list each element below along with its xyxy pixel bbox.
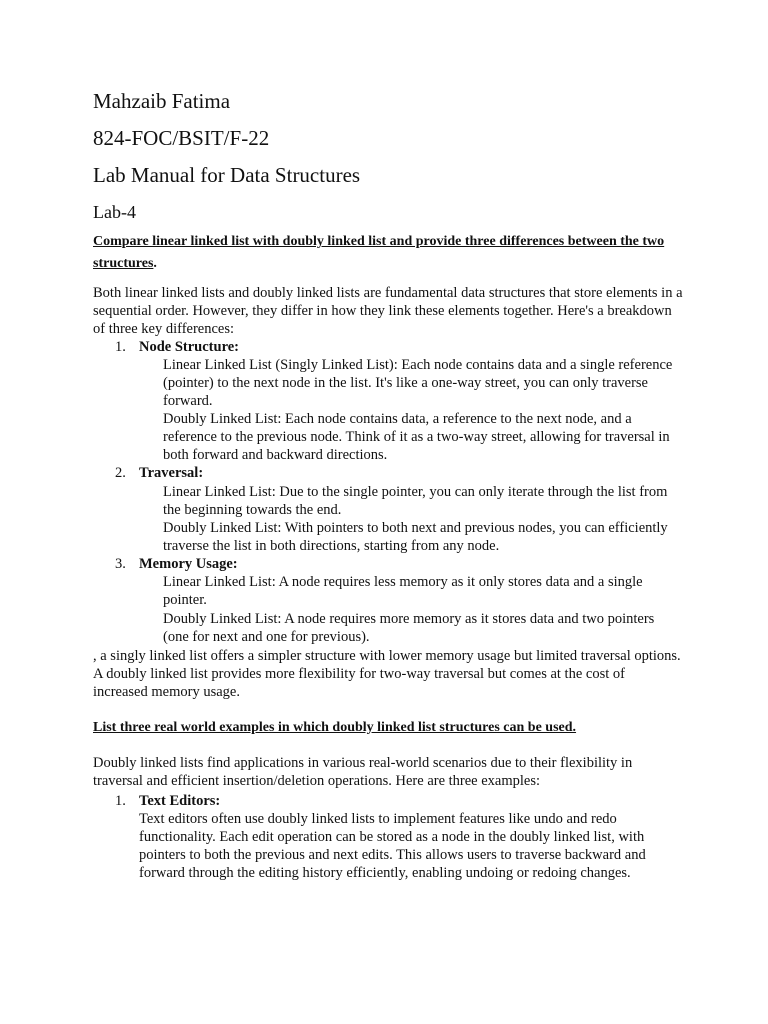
node-structure-doubly-text: Doubly Linked List: Each node contains data, a reference to the next node, and a reference to the previous node. Think of it as a two-way street, allowing for traversal in both forward and backward directions. bbox=[163, 411, 670, 463]
list-item-label: Memory Usage: bbox=[139, 556, 238, 572]
list-item-label: Node Structure: bbox=[139, 339, 240, 355]
memory-linear-text: Linear Linked List: A node requires less memory as it only stores data and a single pointer. bbox=[163, 574, 643, 608]
memory-doubly-text: Doubly Linked List: A node requires more memory as it stores data and two pointers (one for next and one for previous). bbox=[163, 611, 655, 645]
list-item-number: 2. bbox=[115, 465, 126, 481]
list-item-label: Text Editors: bbox=[139, 793, 221, 809]
traversal-doubly-text: Doubly Linked List: With pointers to both next and previous nodes, you can efficiently traverse the list in both directions, starting from any node. bbox=[163, 520, 668, 554]
document-title: Lab Manual for Data Structures bbox=[93, 163, 361, 187]
text-editors-body: Text editors often use doubly linked lists to implement features like undo and redo functionality. Each edit operation can be stored as a node in the doubly linked list, with pointers to both the previous and next edits. This allows users to traverse backward and forward through the editing history efficiently, enabling undoing or redoing changes. bbox=[139, 811, 646, 881]
lab-number: Lab-4 bbox=[93, 202, 136, 222]
question-2-heading bbox=[93, 717, 683, 739]
list-item-number: 1. bbox=[115, 339, 126, 355]
list-item-node-structure bbox=[115, 338, 239, 356]
list-item-label: Traversal: bbox=[139, 465, 204, 481]
answer-2-intro: Doubly linked lists find applications in various real-world scenarios due to their flexibility in traversal and efficient insertion/deletion operations. Here are three examples: bbox=[93, 755, 633, 789]
list-item-number: 3. bbox=[115, 556, 126, 572]
registration-number: 824-FOC/BSIT/F-22 bbox=[93, 126, 270, 150]
node-structure-linear-text: Linear Linked List (Singly Linked List): Each node contains data and a single reference (pointer) to the next node in the list. It's like a one-way street, you can only traverse forward. bbox=[163, 357, 673, 409]
list-item-number: 1. bbox=[115, 793, 126, 809]
list-item-text-editors bbox=[115, 792, 220, 810]
question-1-heading bbox=[93, 231, 683, 275]
question-1-text: Compare linear linked list with doubly linked list and provide three differences between the two structures bbox=[93, 234, 665, 271]
list-item-memory-usage bbox=[115, 555, 238, 573]
answer-1-conclusion: , a singly linked list offers a simpler structure with lower memory usage but limited traversal options. A doubly linked list provides more flexibility for two-way traversal but comes at the cost of increased memory usage. bbox=[93, 648, 681, 700]
question-2-text: List three real world examples in which doubly linked list structures can be used. bbox=[93, 720, 577, 735]
answer-1-intro: Both linear linked lists and doubly linked lists are fundamental data structures that store elements in a sequential order. However, they differ in how they link these elements together. Here's a breakdown of three key differences: bbox=[93, 285, 683, 337]
author-name: Mahzaib Fatima bbox=[93, 89, 231, 113]
list-item-traversal bbox=[115, 464, 203, 482]
question-1-terminator: . bbox=[153, 256, 157, 271]
traversal-linear-text: Linear Linked List: Due to the single pointer, you can only iterate through the list from the beginning towards the end. bbox=[163, 484, 668, 518]
